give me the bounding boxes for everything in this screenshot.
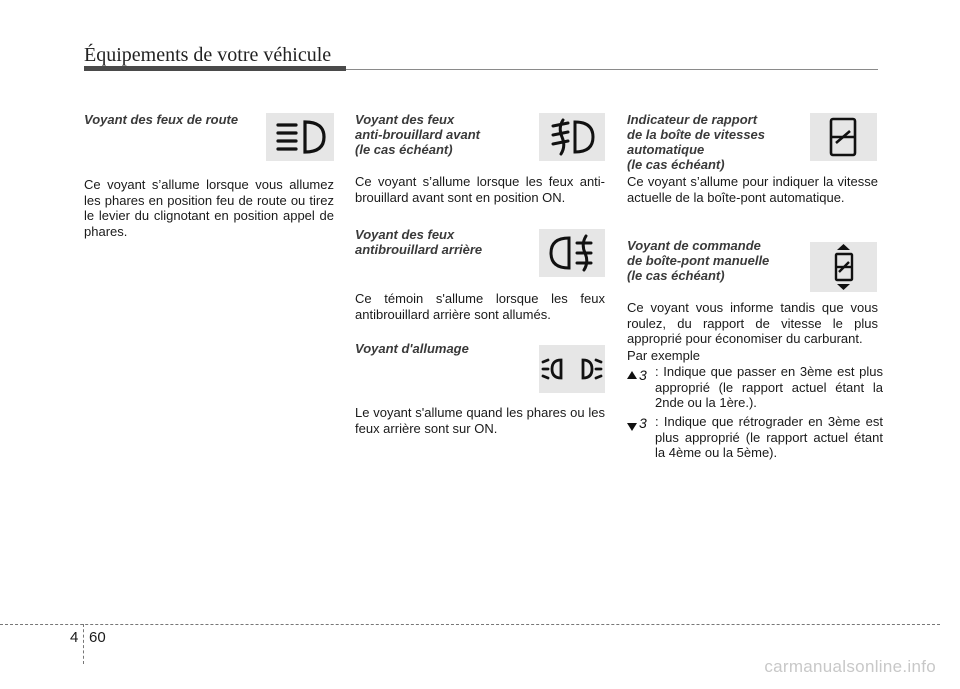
header-rule	[346, 69, 878, 70]
front-fog-title-line: (le cas échéant)	[355, 142, 453, 157]
page-number: 60	[89, 629, 106, 646]
rear-fog-description: Ce témoin s'allume lorsque les feux antibrouillard arrière sont allumés.	[355, 291, 605, 322]
front-fog-title-line: anti-brouillard avant	[355, 127, 480, 142]
gear-indicator-title-line: automatique	[627, 142, 705, 157]
gear-indicator-title-line: de la boîte de vitesses	[627, 127, 766, 142]
chapter-number: 4	[70, 629, 79, 646]
rear-fog-title-line: antibrouillard arrière	[355, 242, 483, 257]
rear-fog-title	[355, 227, 535, 257]
downshift-text: : Indique que rétrograder en 3ème est plus approprié (le rapport actuel étant la 4ème ou la 5ème).	[655, 414, 883, 460]
page-title: Équipements de votre véhicule	[84, 44, 332, 66]
gear-indicator-title-line: Indicateur de rapport	[627, 112, 758, 127]
rear-fog-title-line: Voyant des feux	[355, 227, 455, 242]
rear-fog-light-icon	[539, 229, 605, 277]
header-bar	[84, 66, 346, 71]
shift-up-icon	[625, 366, 653, 386]
front-fog-description: Ce voyant s’allume lorsque les feux anti-brouillard avant sont en position ON.	[355, 174, 605, 205]
footer-rule	[0, 624, 940, 625]
gear-indicator-description: Ce voyant s’allume pour indiquer la vitesse actuelle de la boîte-pont automatique.	[627, 174, 878, 205]
high-beam-icon	[266, 113, 334, 161]
gear-indicator-title	[627, 112, 807, 172]
front-fog-light-icon	[539, 113, 605, 161]
shift-down-marker: 3	[639, 416, 647, 431]
shift-indicator-title-line: (le cas échéant)	[627, 268, 725, 283]
shift-indicator-title-line: de boîte-pont manuelle	[627, 253, 770, 268]
front-fog-title	[355, 112, 535, 157]
high-beam-title: Voyant des feux de route	[84, 112, 239, 127]
shift-indicator-title	[627, 238, 807, 283]
shift-indicator-description: Ce voyant vous informe tandis que vous roulez, du rapport de vitesse le plus approprié pour économiser du carburant.	[627, 300, 878, 346]
gear-digit-icon	[810, 113, 877, 161]
front-fog-title-line: Voyant des feux	[355, 112, 455, 127]
shift-indicator-title-line: Voyant de commande	[627, 238, 761, 253]
high-beam-description: Ce voyant s’allume lorsque vous allumez les phares en position feu de route ou tirez le levier du clignotant en position appel de phares.	[84, 177, 334, 239]
lights-on-title: Voyant d'allumage	[355, 341, 469, 356]
watermark: carmanualsonline.info	[764, 657, 936, 676]
lights-on-description: Le voyant s'allume quand les phares ou les feux arrière sont sur ON.	[355, 405, 605, 436]
footer-separator	[83, 624, 84, 664]
example-upshift	[625, 364, 885, 414]
upshift-text: : Indique que passer en 3ème est plus approprié (le rapport actuel étant la 2nde ou la 1ère.).	[655, 364, 883, 410]
lights-on-icon	[539, 345, 605, 393]
example-downshift	[625, 414, 885, 464]
example-label: Par exemple	[627, 348, 700, 363]
shift-indicator-icon	[810, 242, 877, 292]
shift-up-marker: 3	[639, 367, 647, 382]
gear-indicator-title-line: (le cas échéant)	[627, 157, 725, 172]
shift-down-icon	[625, 416, 653, 436]
